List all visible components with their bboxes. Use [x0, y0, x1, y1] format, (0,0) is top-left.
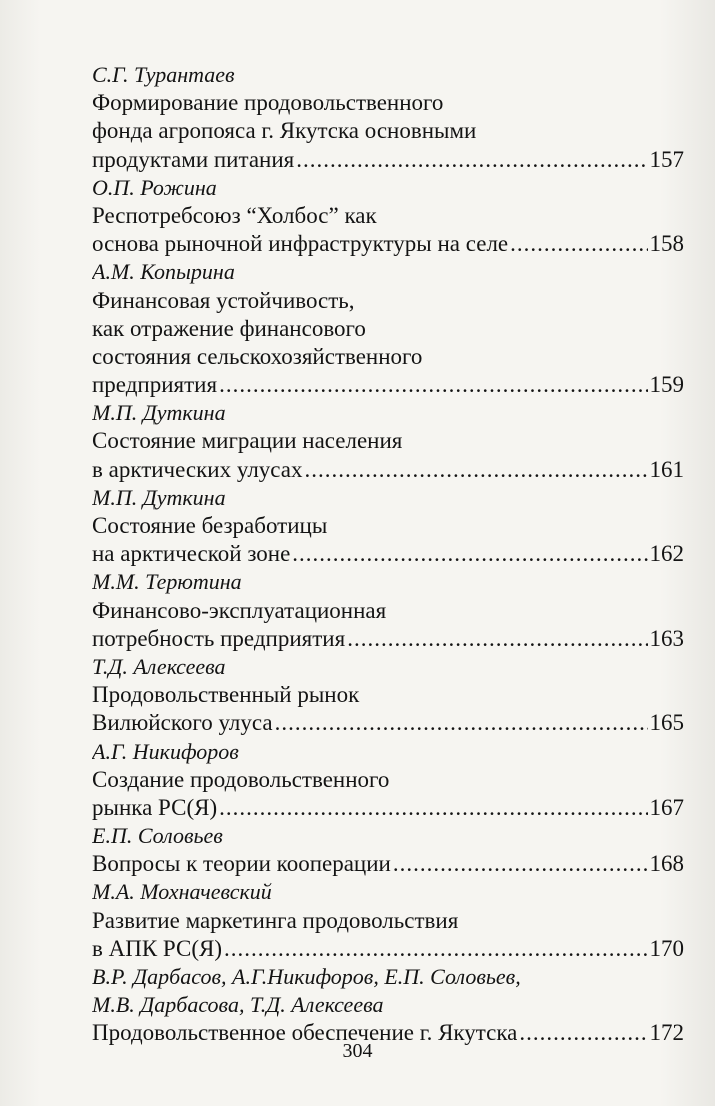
- entry-page-number: 162: [649, 541, 684, 567]
- entry-author-continued: М.В. Дарбасова, Т.Д. Алексеева: [92, 992, 384, 1018]
- dot-leader: [296, 146, 647, 174]
- dot-leader: [510, 230, 647, 258]
- dot-leader: [292, 540, 647, 568]
- entry-title-text: рынка РС(Я): [92, 794, 218, 820]
- toc-entry: [92, 878, 684, 963]
- entry-title-last-line: [92, 146, 684, 174]
- entry-title-text: в АПК РС(Я): [92, 935, 222, 961]
- entry-title-last-line: [92, 625, 684, 653]
- entry-page-number: 168: [649, 851, 684, 877]
- entry-author: М.П. Дуткина: [92, 484, 226, 510]
- entry-title-last-line: [92, 709, 684, 737]
- entry-title-line: Формирование продовольственного: [92, 90, 444, 116]
- entry-title-text: Вилюйского улуса: [92, 710, 273, 736]
- toc-entry: [92, 258, 684, 399]
- entry-title-text: продуктами питания: [92, 146, 295, 172]
- entry-page-number: 172: [649, 1020, 684, 1046]
- entry-title-last-line: [92, 935, 684, 963]
- entry-title-last-line: [92, 371, 684, 399]
- toc-entry: [92, 653, 684, 738]
- toc-entry: [92, 822, 684, 878]
- entry-page-number: 159: [649, 372, 684, 398]
- entry-title-text: Вопросы к теории кооперации: [92, 851, 391, 877]
- dot-leader: [224, 935, 648, 963]
- entry-title-last-line: [92, 794, 684, 822]
- entry-author: В.Р. Дарбасов, А.Г.Никифоров, Е.П. Соловьев,: [92, 964, 521, 989]
- entry-title-line: Состояние миграции населения: [92, 428, 403, 454]
- entry-title-last-line: [92, 230, 684, 258]
- toc-entry: [92, 484, 684, 569]
- entry-page-number: 163: [649, 625, 684, 651]
- entry-author: Е.П. Соловьев: [92, 823, 223, 849]
- entry-page-number: 157: [649, 146, 684, 172]
- page-number: 304: [342, 1040, 373, 1062]
- entry-page-number: 161: [649, 456, 684, 482]
- entry-author: М.А. Мохначевский: [92, 879, 272, 905]
- entry-author: Т.Д. Алексеева: [92, 653, 226, 679]
- entry-title-line: Респотребсоюз “Холбос” как: [92, 202, 377, 228]
- entry-title-text: предприятия: [92, 372, 218, 398]
- entry-title-line: Финансово-эксплуатационная: [92, 597, 387, 623]
- dot-leader: [393, 850, 648, 878]
- table-of-contents: [92, 61, 684, 1048]
- entry-page-number: 165: [649, 710, 684, 736]
- dot-leader: [219, 794, 647, 822]
- entry-title-last-line: [92, 456, 684, 484]
- entry-page-number: 170: [649, 935, 684, 961]
- dot-leader: [305, 456, 648, 484]
- entry-title-text: в арктических улусах: [92, 456, 303, 482]
- toc-entry: [92, 738, 684, 823]
- toc-entry: [92, 61, 684, 174]
- toc-entry: [92, 568, 684, 653]
- entry-title-line: состояния сельскохозяйственного: [92, 343, 423, 369]
- toc-entry: [92, 174, 684, 259]
- entry-page-number: 158: [649, 231, 684, 257]
- dot-leader: [347, 625, 647, 653]
- entry-title-text: Продовольственное обеспечение г. Якутска: [92, 1020, 518, 1046]
- entry-title-line: фонда агропояса г. Якутска основными: [92, 118, 477, 144]
- toc-entry: [92, 399, 684, 484]
- entry-author: М.П. Дуткина: [92, 400, 226, 426]
- entry-author: А.М. Копырина: [92, 259, 235, 285]
- entry-title-line: как отражение финансового: [92, 315, 366, 341]
- entry-author: С.Г. Турантаев: [92, 62, 235, 87]
- entry-page-number: 167: [649, 794, 684, 820]
- entry-title-line: Финансовая устойчивость,: [92, 287, 355, 313]
- entry-author: А.Г. Никифоров: [92, 738, 239, 764]
- entry-title-last-line: [92, 540, 684, 568]
- entry-title-text: на арктической зоне: [92, 541, 291, 567]
- entry-title-line: Продовольственный рынок: [92, 682, 360, 708]
- dot-leader: [219, 371, 647, 399]
- entry-title-line: Создание продовольственного: [92, 766, 390, 792]
- entry-title-text: потребность предприятия: [92, 625, 346, 651]
- toc-entry: [92, 963, 684, 1048]
- dot-leader: [275, 709, 648, 737]
- entry-author: М.М. Терютина: [92, 569, 242, 595]
- entry-title-last-line: [92, 850, 684, 878]
- entry-author: О.П. Рожина: [92, 174, 217, 200]
- entry-title-line: Развитие маркетинга продовольствия: [92, 907, 459, 933]
- entry-title-text: основа рыночной инфраструктуры на селе: [92, 231, 509, 257]
- entry-title-line: Состояние безработицы: [92, 513, 328, 538]
